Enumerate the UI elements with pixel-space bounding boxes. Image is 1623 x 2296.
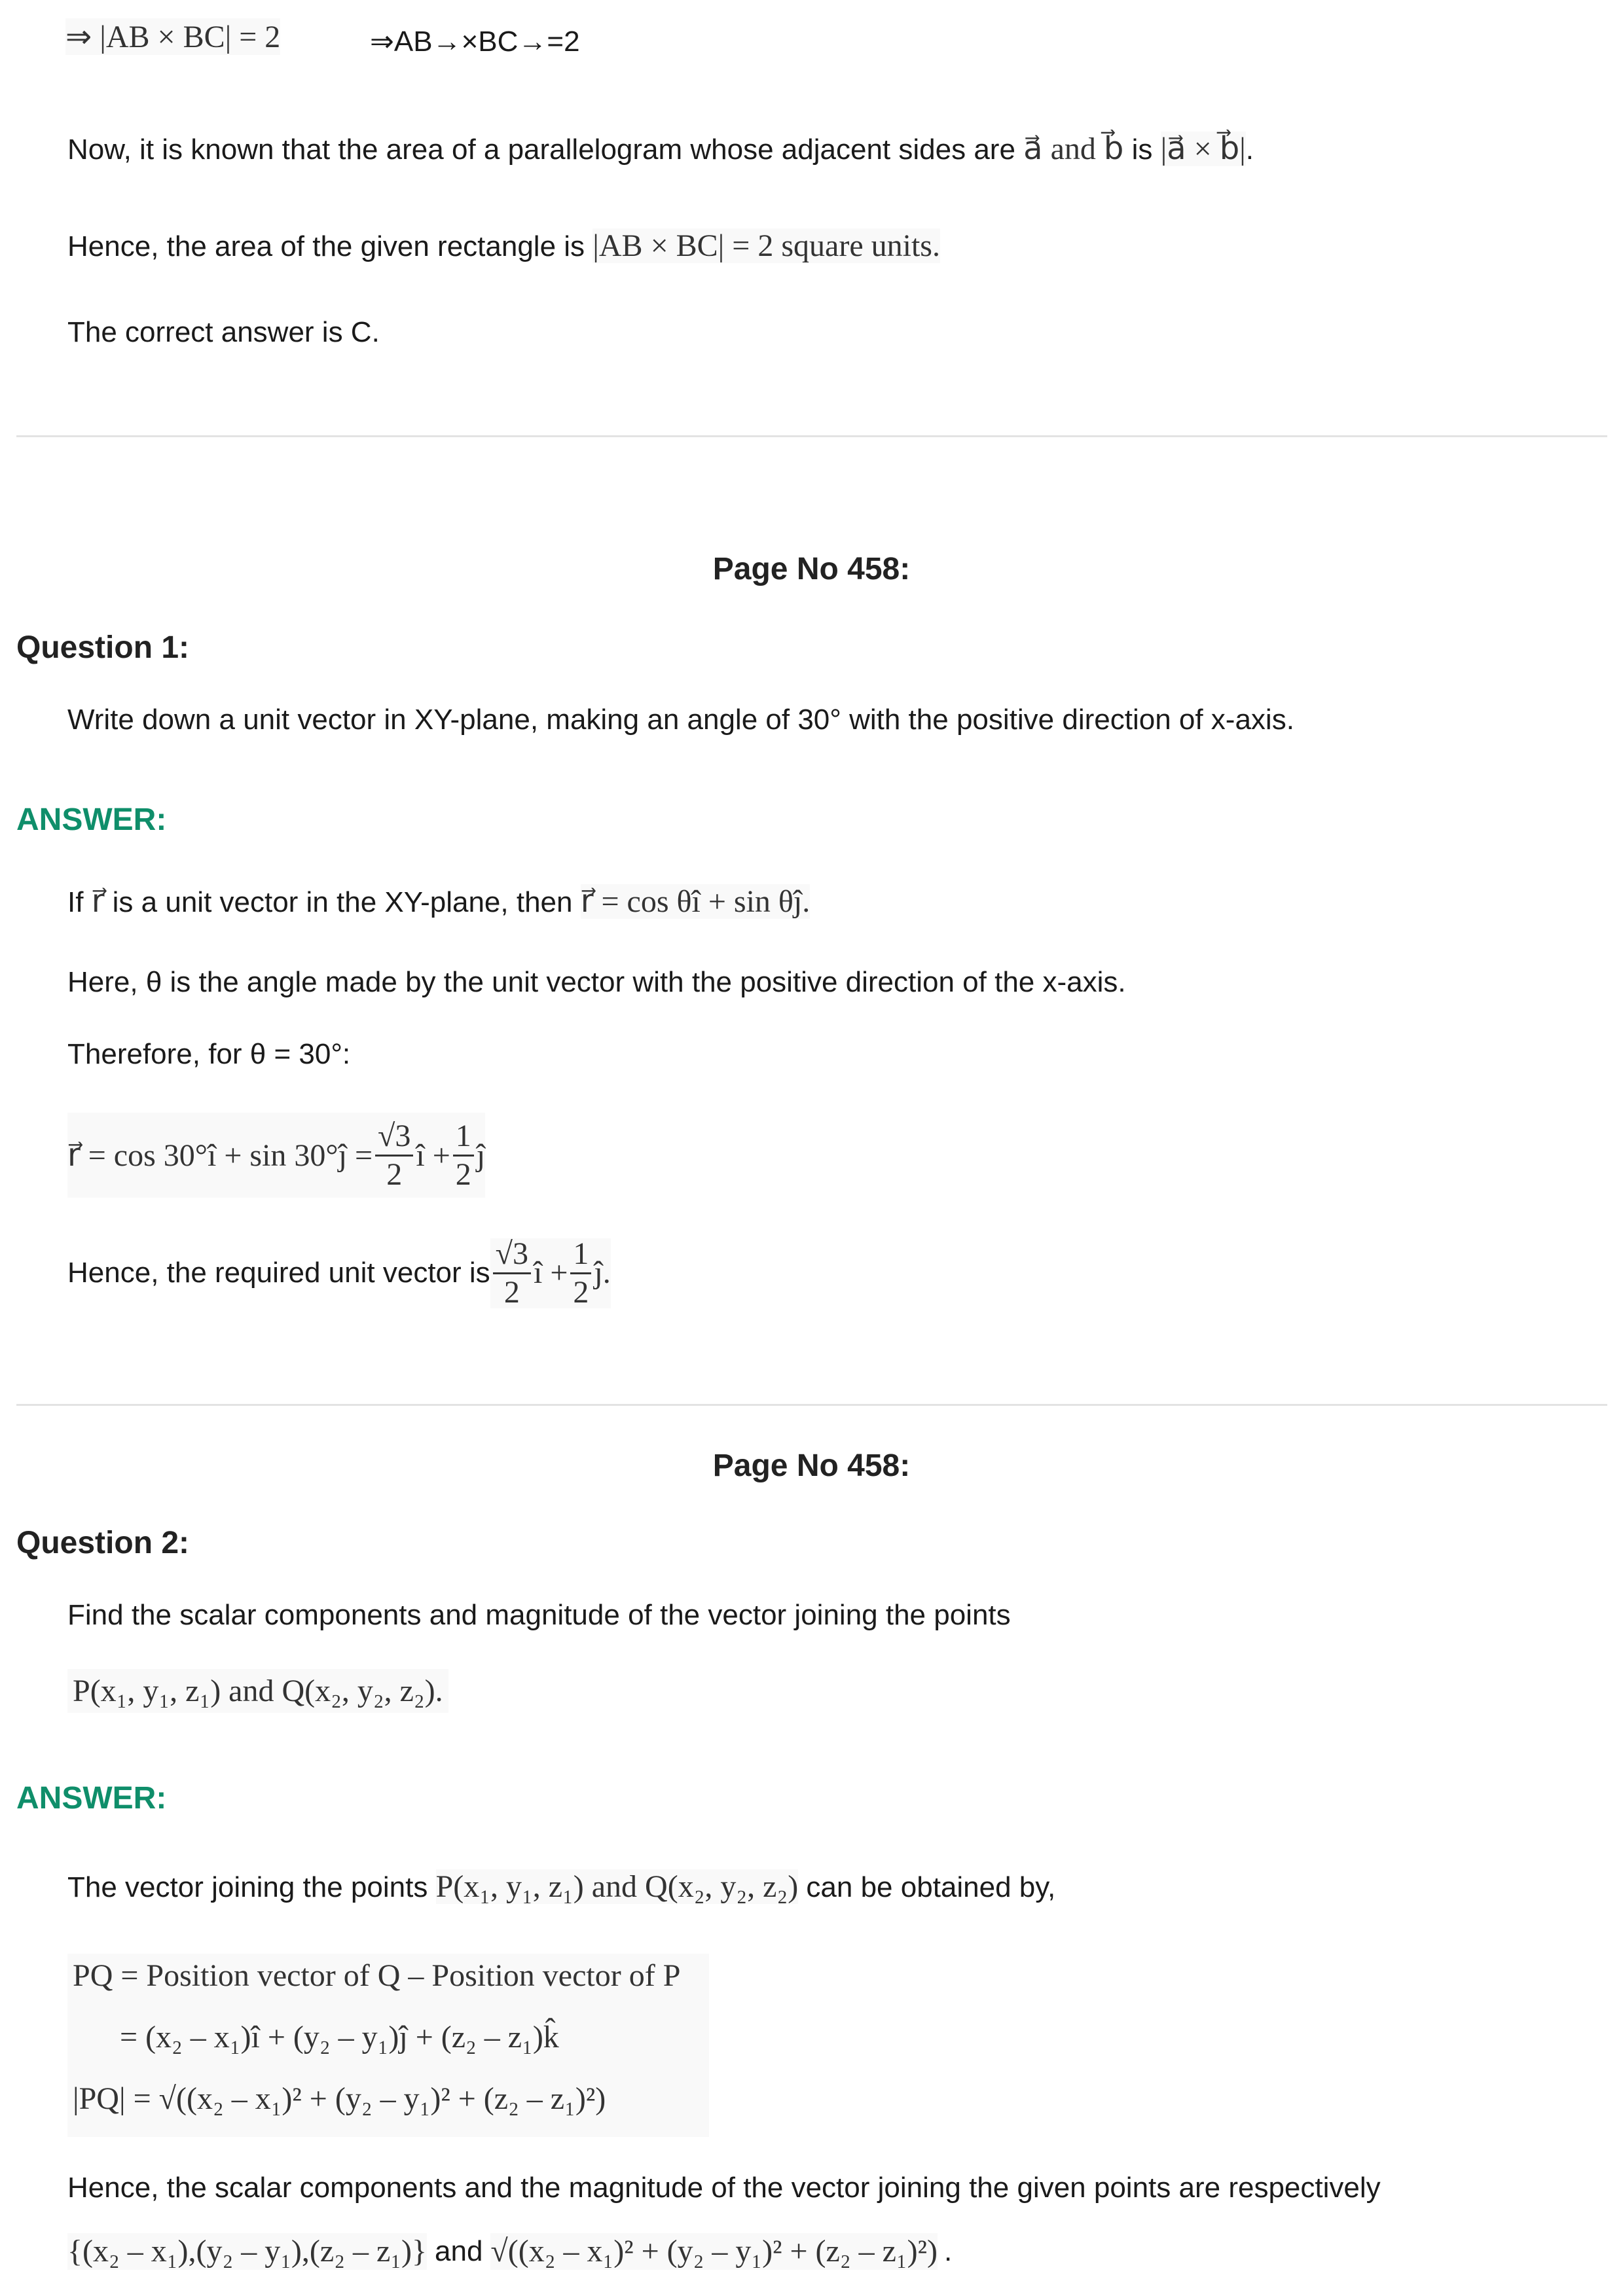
line1-b: is a unit vector in the XY-plane, then [112,886,573,918]
line1-expr: P(x₁, y₁, z₁) and Q(x₂, y₂, z₂) [435,1869,799,1904]
question-heading: Question 2: [16,1526,190,1560]
conclusion-expr [67,2225,952,2278]
fraction-sqrt3-over-2 [493,1238,531,1308]
question-text: Find the scalar components and magnitude of the vector joining the points [67,1599,1011,1631]
points-expr: P(x₁, y₁, z₁) and Q(x₂, y₂, z₂). [67,1669,448,1713]
area-expr: |a⃗ × b⃗| [1160,132,1246,166]
end-period: . [943,2235,953,2267]
line1-r: r⃗ [91,884,105,919]
hence-text: Hence, the area of the given rectangle is [67,230,585,262]
line1-expr: r⃗ = cos θî + sin θĵ. [580,884,811,919]
conclusion-text: Hence, the scalar components and the magnitude of the vector joining the given points are respectively [67,2172,1381,2204]
line1-b: can be obtained by, [806,1871,1056,1903]
cross-product-equation: ⇒ |AB × BC| = 2 [65,20,281,54]
fraction-1-over-2 [453,1118,474,1192]
components-expr: {(x₂ – x₁),(y₂ – y₁),(z₂ – z₁)} [67,2234,427,2269]
hence-expr: |AB × BC| = 2 square units. [593,228,940,263]
divider [16,435,1607,437]
area-end: . [1245,134,1254,166]
area-is: is [1131,134,1153,166]
denominator: 2 [386,1157,403,1192]
vector-joining-line [67,1869,1055,1906]
fraction-1-over-2 [570,1238,591,1308]
unit-vector-definition [67,884,810,921]
theta-value: Therefore, for θ = 30°: [67,1038,351,1070]
i-hat: î + [416,1138,450,1173]
divider [16,1404,1607,1406]
j-hat: ĵ. [594,1255,611,1290]
pq-equation-3: |PQ| = √((x₂ – x₁)² + (y₂ – y₁)² + (z₂ – z₁)²) [73,2081,606,2116]
numerator: 1 [453,1121,474,1157]
pq-derivation [67,1954,709,2137]
line1-a: The vector joining the points [67,1871,428,1903]
area-result [67,228,940,265]
theta-explanation: Here, θ is the angle made by the unit vector with the positive direction of the x-axis. [67,966,1126,998]
area-statement [67,131,1254,168]
eq-left: r⃗ = cos 30°î + sin 30°ĵ = [67,1138,373,1173]
answer-label: ANSWER: [16,1781,167,1816]
area-text: Now, it is known that the area of a parallelogram whose adjacent sides are [67,134,1015,166]
numerator: √3 [375,1121,413,1157]
fraction-sqrt3-over-2 [375,1118,413,1192]
question-heading: Question 1: [16,630,190,665]
area-vars: a⃗ and b⃗ [1023,132,1124,166]
cross-product-equation-text: ⇒AB→×BC→=2 [370,26,580,58]
pq-equation-1: PQ = Position vector of Q – Position vector of P [73,1958,681,1993]
magnitude-expr: √((x₂ – x₁)² + (y₂ – y₁)² + (z₂ – z₁)²) [490,2234,938,2269]
line1-a: If [67,886,84,918]
and-word: and [435,2235,483,2267]
i-hat: î + [534,1255,568,1290]
result-expr [490,1238,611,1308]
denominator: 2 [503,1274,520,1310]
page-number: Page No 458: [712,552,911,586]
denominator: 2 [573,1274,589,1310]
required-unit-vector [67,1230,611,1316]
question-text: Write down a unit vector in XY-plane, making an angle of 30° with the positive direction of x-axis. [67,704,1294,736]
pq-equation-2: = (x₂ – x₁)î + (y₂ – y₁)ĵ + (z₂ – z₁)k̂ [120,2020,559,2054]
numerator: 1 [570,1238,591,1274]
unit-vector-equation [67,1113,485,1198]
j-hat: ĵ [476,1138,486,1173]
denominator: 2 [455,1157,471,1192]
numerator: √3 [493,1238,531,1274]
hence-text: Hence, the required unit vector is [67,1257,490,1289]
page-number: Page No 458: [712,1448,911,1483]
answer-label: ANSWER: [16,802,167,837]
correct-answer: The correct answer is C. [67,316,380,348]
